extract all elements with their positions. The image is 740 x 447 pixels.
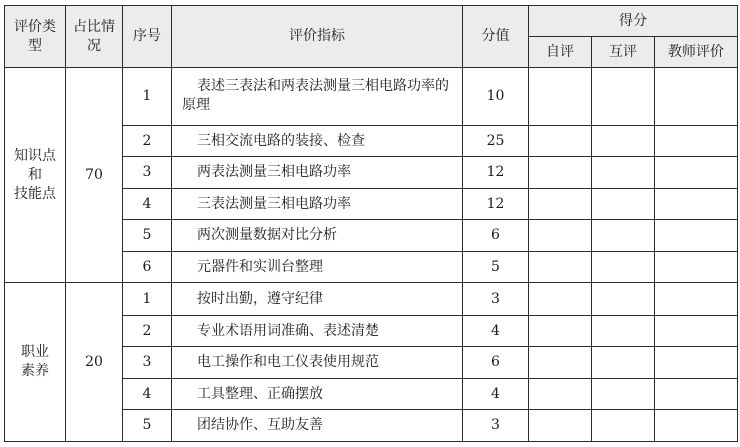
peer-eval-cell[interactable] bbox=[592, 410, 655, 442]
indicator-text: 电工操作和电工仪表使用规范 bbox=[197, 354, 379, 371]
indicator-cell bbox=[172, 410, 463, 442]
header-teacher-eval: 教师评价 bbox=[655, 37, 738, 68]
indicator-cell bbox=[172, 315, 463, 347]
category-text-line: 素养 bbox=[21, 363, 49, 380]
table-row bbox=[5, 283, 738, 316]
indicator-text: 工具整理、正确摆放 bbox=[197, 385, 323, 402]
peer-eval-cell[interactable] bbox=[592, 378, 655, 410]
indicator-cell bbox=[172, 220, 463, 252]
teacher-eval-cell[interactable] bbox=[655, 410, 738, 442]
peer-eval-cell[interactable] bbox=[592, 125, 655, 157]
self-eval-cell[interactable] bbox=[529, 283, 592, 316]
points-cell: 5 bbox=[463, 251, 529, 283]
teacher-eval-cell[interactable] bbox=[655, 347, 738, 379]
indicator-text: 两次测量数据对比分析 bbox=[197, 227, 337, 244]
points-cell: 6 bbox=[463, 347, 529, 379]
seq-cell: 1 bbox=[123, 283, 172, 316]
teacher-eval-cell[interactable] bbox=[655, 378, 738, 410]
self-eval-cell[interactable] bbox=[529, 251, 592, 283]
teacher-eval-cell[interactable] bbox=[655, 315, 738, 347]
indicator-text: 元器件和实训台整理 bbox=[197, 258, 323, 275]
indicator-cell bbox=[172, 157, 463, 189]
seq-cell: 2 bbox=[123, 315, 172, 347]
header-indicator: 评价指标 bbox=[172, 6, 463, 68]
teacher-eval-cell[interactable] bbox=[655, 68, 738, 126]
table-row bbox=[5, 68, 738, 126]
peer-eval-cell[interactable] bbox=[592, 251, 655, 283]
indicator-cell bbox=[172, 125, 463, 157]
peer-eval-cell[interactable] bbox=[592, 157, 655, 189]
teacher-eval-cell[interactable] bbox=[655, 251, 738, 283]
self-eval-cell[interactable] bbox=[529, 378, 592, 410]
indicator-cell bbox=[172, 251, 463, 283]
points-cell: 3 bbox=[463, 410, 529, 442]
seq-cell: 3 bbox=[123, 157, 172, 189]
category-text-line: 职业 bbox=[21, 344, 49, 361]
seq-cell: 4 bbox=[123, 378, 172, 410]
table-body bbox=[5, 68, 738, 442]
points-cell: 3 bbox=[463, 283, 529, 316]
header-ratio: 占比情况 bbox=[66, 6, 123, 68]
self-eval-cell[interactable] bbox=[529, 220, 592, 252]
teacher-eval-cell[interactable] bbox=[655, 220, 738, 252]
indicator-text: 三相交流电路的装接、检查 bbox=[197, 132, 365, 149]
teacher-eval-cell[interactable] bbox=[655, 283, 738, 316]
header-self-eval: 自评 bbox=[529, 37, 592, 68]
category-cell bbox=[5, 283, 66, 442]
self-eval-cell[interactable] bbox=[529, 125, 592, 157]
category-text-line: 技能点 bbox=[14, 185, 56, 202]
self-eval-cell[interactable] bbox=[529, 68, 592, 126]
indicator-cell bbox=[172, 188, 463, 220]
ratio-cell: 70 bbox=[66, 68, 123, 283]
category-text-line: 和 bbox=[28, 166, 42, 183]
self-eval-cell[interactable] bbox=[529, 410, 592, 442]
peer-eval-cell[interactable] bbox=[592, 283, 655, 316]
indicator-text: 团结协作、互助友善 bbox=[197, 417, 323, 434]
teacher-eval-cell[interactable] bbox=[655, 125, 738, 157]
peer-eval-cell[interactable] bbox=[592, 68, 655, 126]
header-seq: 序号 bbox=[123, 6, 172, 68]
seq-cell: 2 bbox=[123, 125, 172, 157]
indicator-text: 专业术语用词准确、表述清楚 bbox=[197, 322, 379, 339]
seq-cell: 5 bbox=[123, 220, 172, 252]
ratio-cell: 20 bbox=[66, 283, 123, 442]
points-cell: 6 bbox=[463, 220, 529, 252]
points-cell: 12 bbox=[463, 157, 529, 189]
indicator-text: 按时出勤，遵守纪律 bbox=[197, 290, 323, 307]
indicator-text: 三表法测量三相电路功率 bbox=[197, 195, 351, 212]
points-cell: 4 bbox=[463, 315, 529, 347]
indicator-cell bbox=[172, 283, 463, 316]
peer-eval-cell[interactable] bbox=[592, 315, 655, 347]
seq-cell: 3 bbox=[123, 347, 172, 379]
indicator-cell bbox=[172, 378, 463, 410]
header-peer-eval: 互评 bbox=[592, 37, 655, 68]
teacher-eval-cell[interactable] bbox=[655, 188, 738, 220]
points-cell: 4 bbox=[463, 378, 529, 410]
evaluation-table bbox=[4, 5, 738, 442]
indicator-text: 两表法测量三相电路功率 bbox=[197, 164, 351, 181]
header-category: 评价类型 bbox=[5, 6, 66, 68]
indicator-cell bbox=[172, 68, 463, 126]
peer-eval-cell[interactable] bbox=[592, 188, 655, 220]
self-eval-cell[interactable] bbox=[529, 347, 592, 379]
points-cell: 25 bbox=[463, 125, 529, 157]
points-cell: 10 bbox=[463, 68, 529, 126]
category-text-line: 知识点 bbox=[14, 147, 56, 164]
seq-cell: 6 bbox=[123, 251, 172, 283]
self-eval-cell[interactable] bbox=[529, 157, 592, 189]
self-eval-cell[interactable] bbox=[529, 315, 592, 347]
header-points: 分值 bbox=[463, 6, 529, 68]
category-cell bbox=[5, 68, 66, 283]
self-eval-cell[interactable] bbox=[529, 188, 592, 220]
indicator-text: 表述三表法和两表法测量三相电路功率的原理 bbox=[182, 78, 449, 114]
seq-cell: 5 bbox=[123, 410, 172, 442]
header-score-group: 得分 bbox=[529, 6, 738, 37]
teacher-eval-cell[interactable] bbox=[655, 157, 738, 189]
seq-cell: 4 bbox=[123, 188, 172, 220]
seq-cell: 1 bbox=[123, 68, 172, 126]
peer-eval-cell[interactable] bbox=[592, 220, 655, 252]
points-cell: 12 bbox=[463, 188, 529, 220]
peer-eval-cell[interactable] bbox=[592, 347, 655, 379]
indicator-cell bbox=[172, 347, 463, 379]
